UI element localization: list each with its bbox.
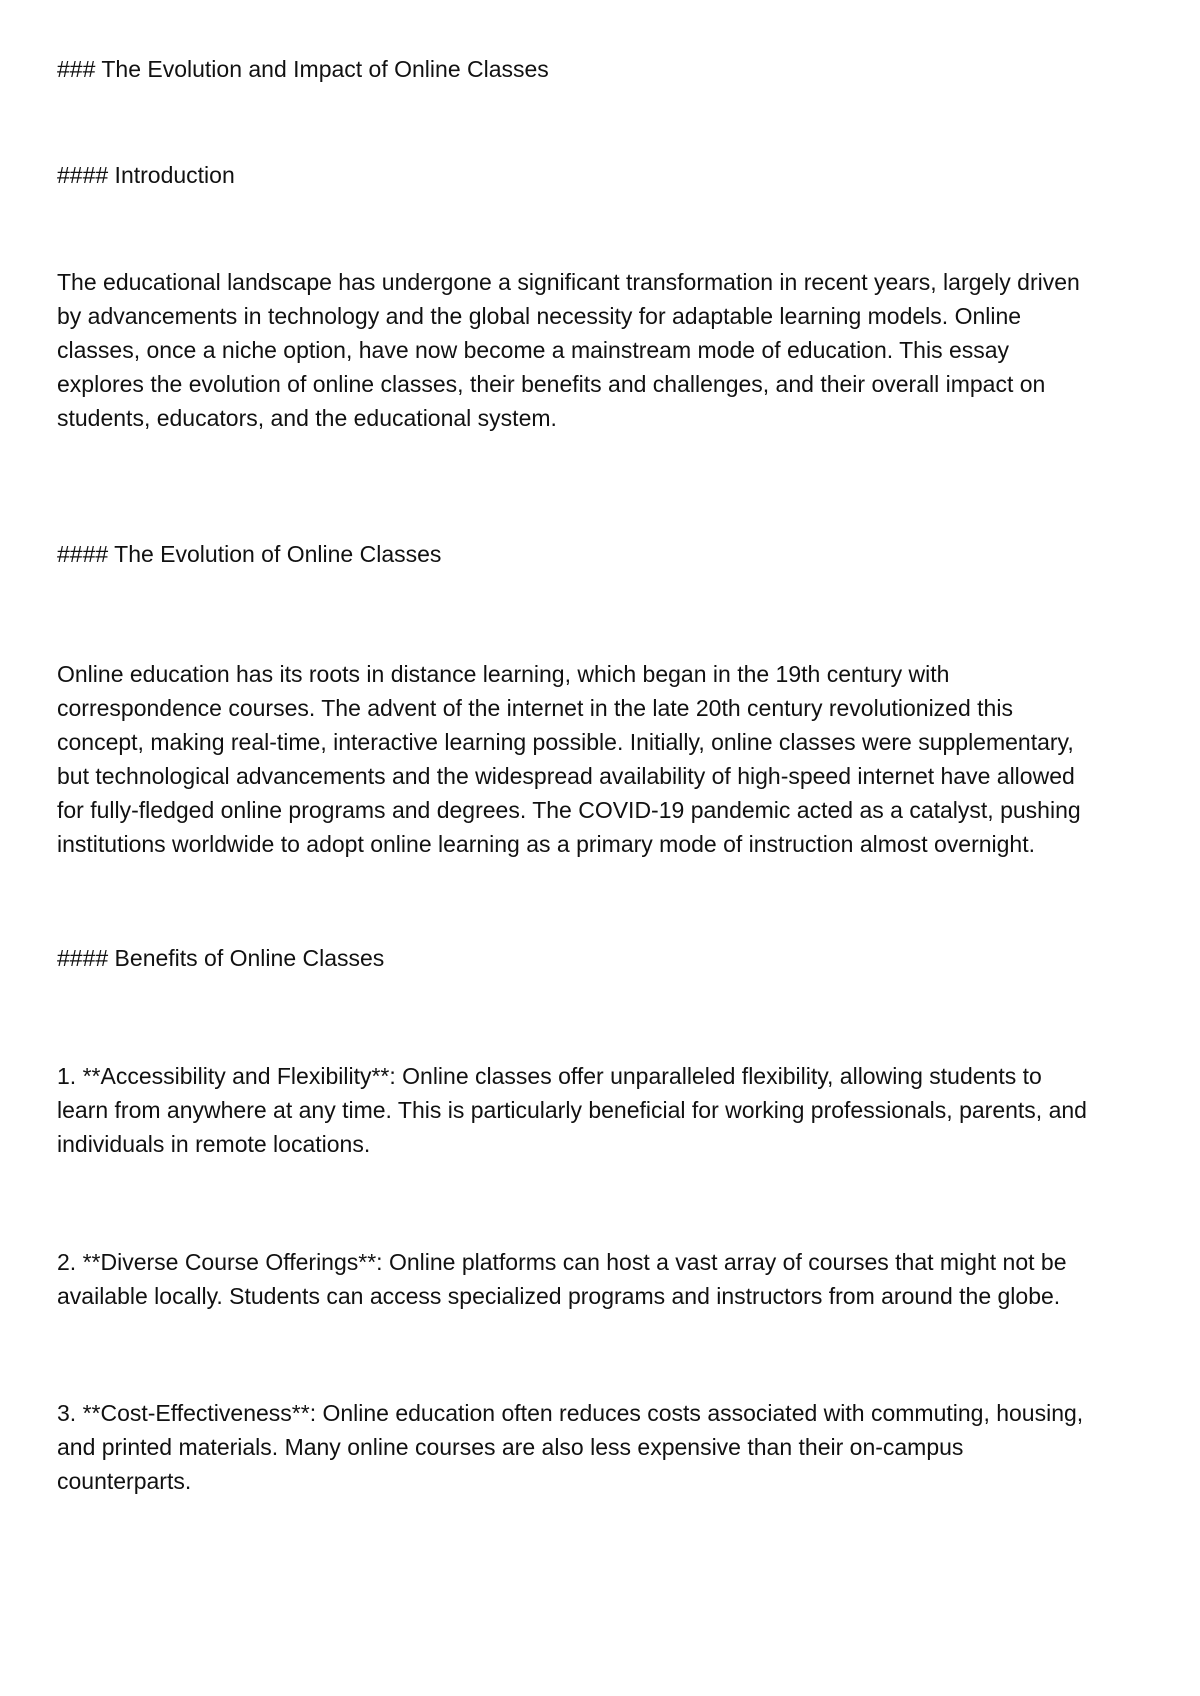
list-item-line: individuals in remote locations.	[57, 1131, 371, 1157]
list-item-line: counterparts.	[57, 1468, 192, 1494]
paragraph-line: explores the evolution of online classes, their benefits and challenges, and their overall impact on	[57, 371, 1046, 397]
list-item-line: 1. **Accessibility and Flexibility**: Online classes offer unparalleled flexibility, allowing students to	[57, 1063, 1042, 1089]
paragraph-line: Online education has its roots in distance learning, which began in the 19th century with	[57, 661, 950, 687]
list-item-line: available locally. Students can access specialized programs and instructors from around the globe.	[57, 1283, 1061, 1309]
benefit-item-cost-effectiveness	[57, 1396, 1083, 1498]
benefit-item-diverse-courses	[57, 1245, 1067, 1313]
paragraph-line: institutions worldwide to adopt online learning as a primary mode of instruction almost overnight.	[57, 831, 1036, 857]
list-item-line: 2. **Diverse Course Offerings**: Online platforms can host a vast array of courses that might not be	[57, 1249, 1067, 1275]
evolution-paragraph	[57, 657, 1081, 861]
list-item-line: and printed materials. Many online courses are also less expensive than their on-campus	[57, 1434, 964, 1460]
heading-text: #### The Evolution of Online Classes	[57, 541, 442, 567]
heading-text: #### Introduction	[57, 162, 235, 188]
section-heading-evolution	[57, 537, 441, 571]
document-title	[57, 52, 549, 86]
paragraph-line: The educational landscape has undergone a significant transformation in recent years, largely driven	[57, 269, 1080, 295]
paragraph-line: correspondence courses. The advent of the internet in the late 20th century revolutionized this	[57, 695, 1013, 721]
section-heading-benefits	[57, 941, 384, 975]
paragraph-line: but technological advancements and the widespread availability of high-speed internet have allowed	[57, 763, 1075, 789]
paragraph-line: for fully-fledged online programs and degrees. The COVID-19 pandemic acted as a catalyst, pushing	[57, 797, 1081, 823]
paragraph-line: concept, making real-time, interactive learning possible. Initially, online classes were supplementary,	[57, 729, 1074, 755]
title-text: ### The Evolution and Impact of Online Classes	[57, 56, 549, 82]
section-heading-introduction	[57, 158, 235, 192]
heading-text: #### Benefits of Online Classes	[57, 945, 385, 971]
paragraph-line: students, educators, and the educational system.	[57, 405, 557, 431]
paragraph-line: classes, once a niche option, have now become a mainstream mode of education. This essay	[57, 337, 1010, 363]
introduction-paragraph	[57, 265, 1080, 435]
paragraph-line: by advancements in technology and the global necessity for adaptable learning models. Online	[57, 303, 1022, 329]
list-item-line: learn from anywhere at any time. This is particularly beneficial for working professionals, parents, and	[57, 1097, 1087, 1123]
benefit-item-accessibility	[57, 1059, 1087, 1161]
list-item-line: 3. **Cost-Effectiveness**: Online education often reduces costs associated with commuting, housing,	[57, 1400, 1084, 1426]
